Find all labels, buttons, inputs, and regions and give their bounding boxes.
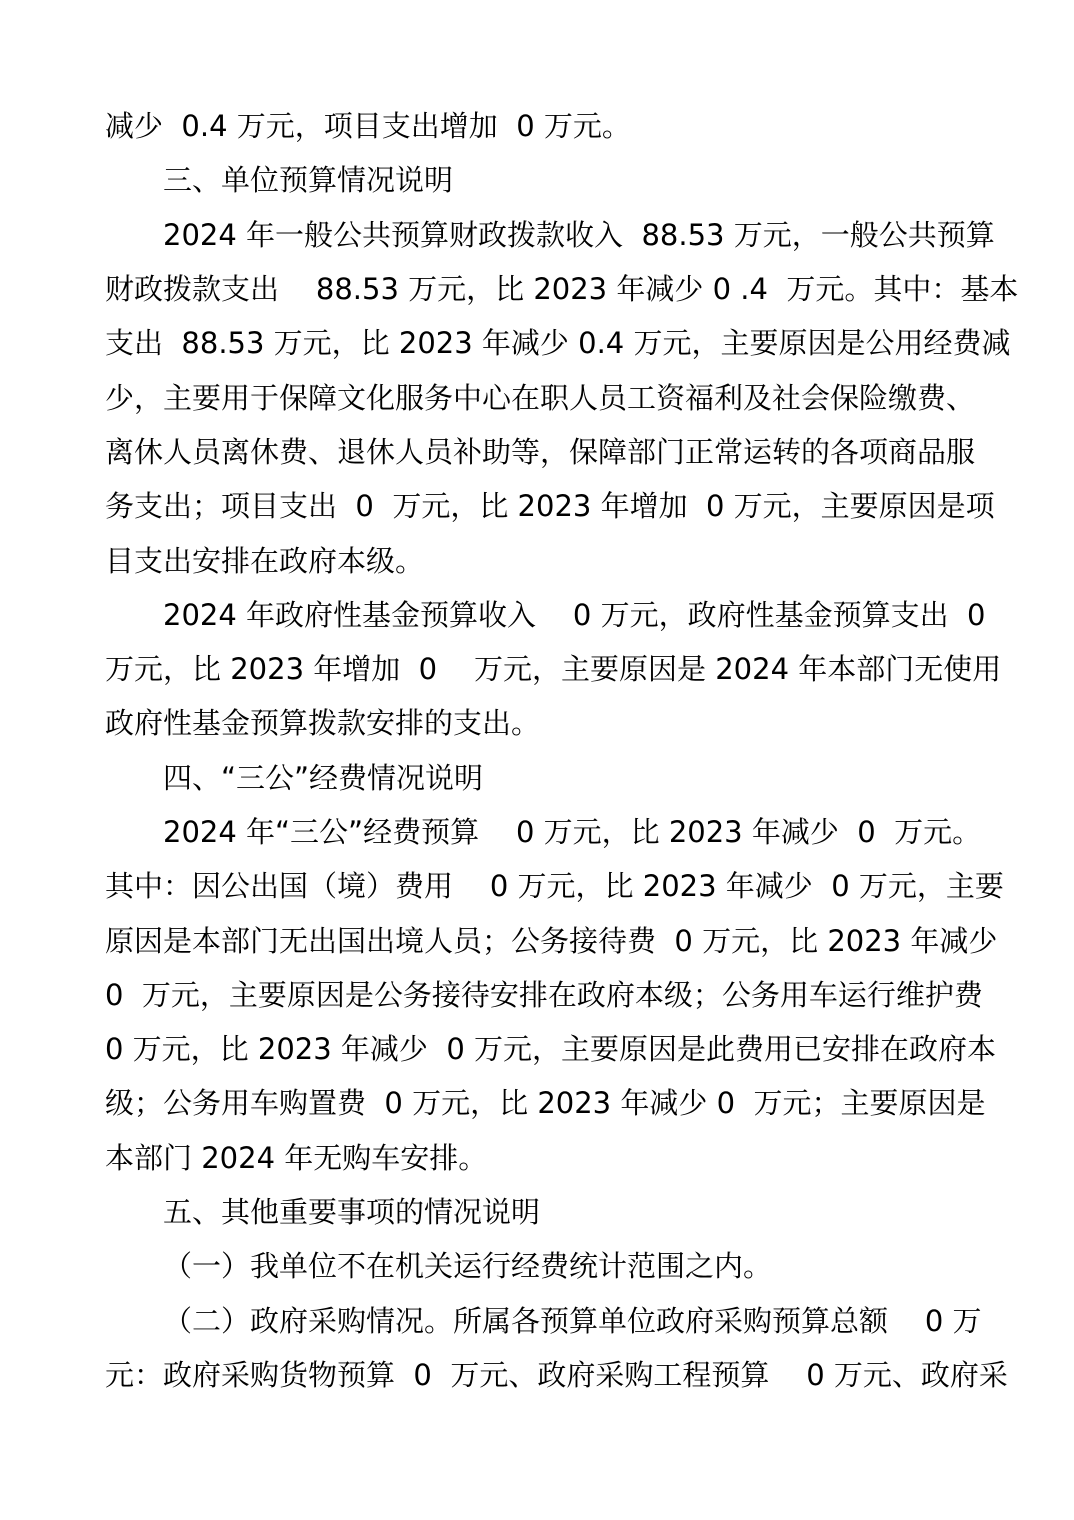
text-line: 本部门 2024 年无购车安排。 xyxy=(105,1141,488,1175)
section-heading: 四、“三公”经费情况说明 xyxy=(163,761,484,795)
text-line: 2024 年政府性基金预算收入 0 万元，政府性基金预算支出 0 xyxy=(163,598,986,632)
text-line: 财政拨款支出 88.53 万元，比 2023 年减少 0 .4 万元。其中：基本 xyxy=(105,272,1019,306)
text-line: 离休人员离休费、退休人员补助等，保障部门正常运转的各项商品服 xyxy=(105,435,976,469)
text-line: 减少 0.4 万元，项目支出增加 0 万元。 xyxy=(105,109,631,143)
section-heading: 五、其他重要事项的情况说明 xyxy=(163,1195,541,1229)
text-line: 0 万元，主要原因是公务接待安排在政府本级；公务用车运行维护费 xyxy=(105,978,983,1012)
text-line: 2024 年“三公”经费预算 0 万元，比 2023 年减少 0 万元。 xyxy=(163,815,982,849)
text-line: 级；公务用车购置费 0 万元，比 2023 年减少 0 万元；主要原因是 xyxy=(105,1086,986,1120)
text-line: 2024 年一般公共预算财政拨款收入 88.53 万元，一般公共预算 xyxy=(163,218,995,252)
text-line: 原因是本部门无出国出境人员；公务接待费 0 万元，比 2023 年减少 xyxy=(105,924,998,958)
section-heading: 三、单位预算情况说明 xyxy=(163,163,454,197)
text-line: 少，主要用于保障文化服务中心在职人员工资福利及社会保险缴费、 xyxy=(105,381,976,415)
text-line: 其中：因公出国（境）费用 0 万元，比 2023 年减少 0 万元，主要 xyxy=(105,869,1004,903)
text-line: （二）政府采购情况。所属各预算单位政府采购预算总额 0 万 xyxy=(163,1304,982,1338)
text-line: 万元，比 2023 年增加 0 万元，主要原因是 2024 年本部门无使用 xyxy=(105,652,1002,686)
text-line: 政府性基金预算拨款安排的支出。 xyxy=(105,706,541,740)
text-line: 务支出；项目支出 0 万元，比 2023 年增加 0 万元，主要原因是项 xyxy=(105,489,995,523)
text-line: 支出 88.53 万元，比 2023 年减少 0.4 万元，主要原因是公用经费减 xyxy=(105,326,1011,360)
text-line: 0 万元，比 2023 年减少 0 万元，主要原因是此费用已安排在政府本 xyxy=(105,1032,997,1066)
text-line: （一）我单位不在机关运行经费统计范围之内。 xyxy=(163,1249,773,1283)
text-line: 目支出安排在政府本级。 xyxy=(105,544,425,578)
text-line: 元：政府采购货物预算 0 万元、政府采购工程预算 0 万元、政府采 xyxy=(105,1358,1008,1392)
